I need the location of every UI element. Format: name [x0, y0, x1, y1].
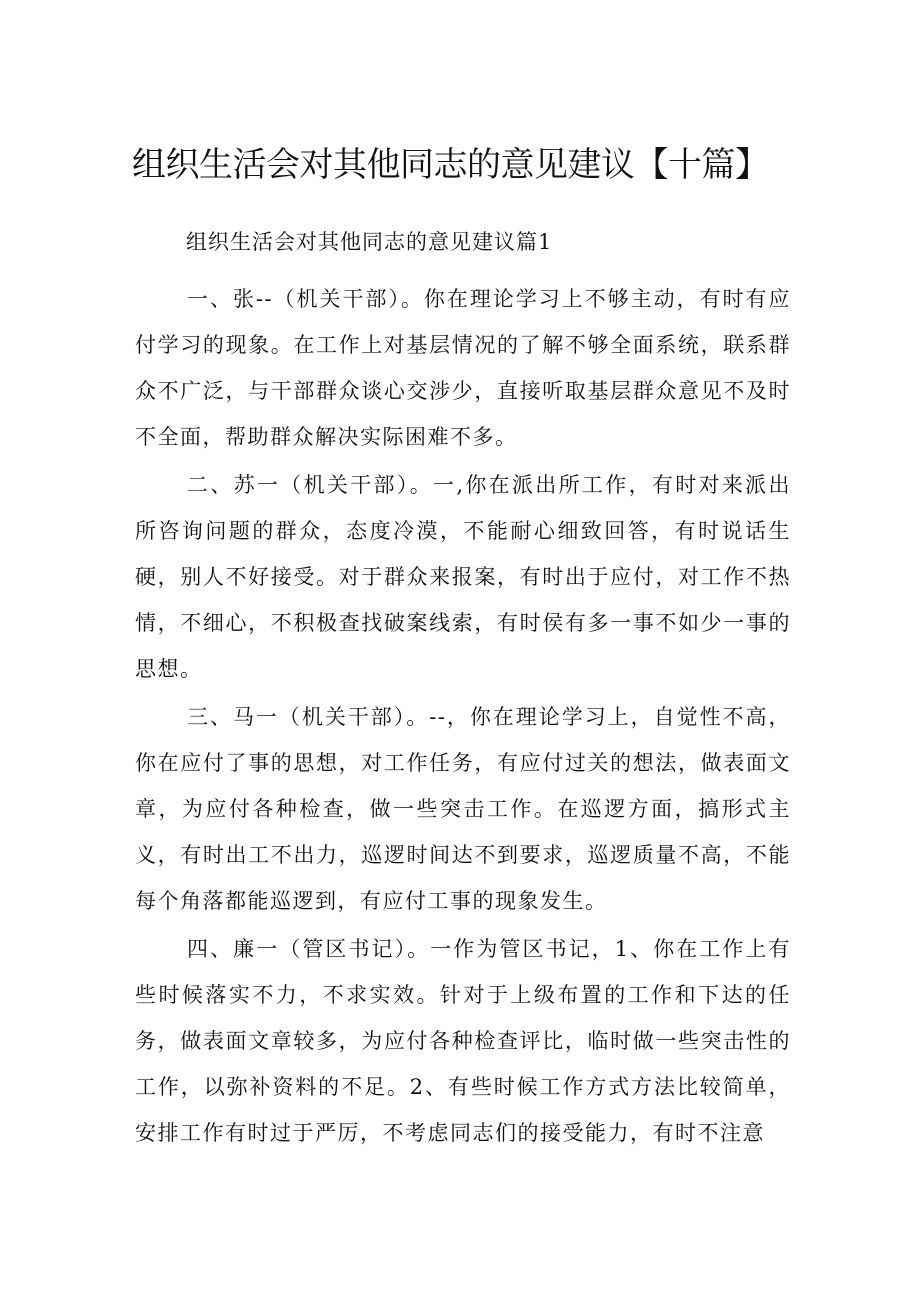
paragraph-1: 一、张--（机关干部）。你在理论学习上不够主动，有时有应付学习的现象。在工作上对基层情况的了解不够全面系统，联系群众不广泛，与干部群众谈心交涉少，直接听取基层群众意见不及时不全面，帮助群众解决实际困难不多。: [135, 287, 791, 449]
section-heading: 组织生活会对其他同志的意见建议篇1: [186, 230, 553, 254]
document-title: 组织生活会对其他同志的意见建议【十篇】: [132, 145, 769, 185]
paragraph-4: 四、廉一（管区书记）。一作为管区书记，1、你在工作上有些时候落实不力，不求实效。针对于上级布置的工作和下达的任务，做表面文章较多，为应付各种检查评比，临时做一些突击性的工作，以弥补资料的不足。2、有些时候工作方式方法比较简单，安排工作有时过于严厉，不考虑同志们的接受能力，有时不注意: [135, 937, 791, 1145]
paragraph-3: 三、马一（机关干部）。--，你在理论学习上，自觉性不高，你在应付了事的思想，对工作任务，有应付过关的想法，做表面文章，为应付各种检查，做一些突击工作。在巡逻方面，搞形式主义，有时出工不出力，巡逻时间达不到要求，巡逻质量不高，不能每个角落都能巡逻到，有应付工事的现象发生。: [135, 705, 791, 913]
paragraph-2: 二、苏一（机关干部）。一,你在派出所工作，有时对来派出所咨询问题的群众，态度冷漠，不能耐心细致回答，有时说话生硬，别人不好接受。对于群众来报案，有时出于应付，对工作不热情，不细心，不积极查找破案线索，有时侯有多一事不如少一事的思想。: [135, 473, 791, 681]
